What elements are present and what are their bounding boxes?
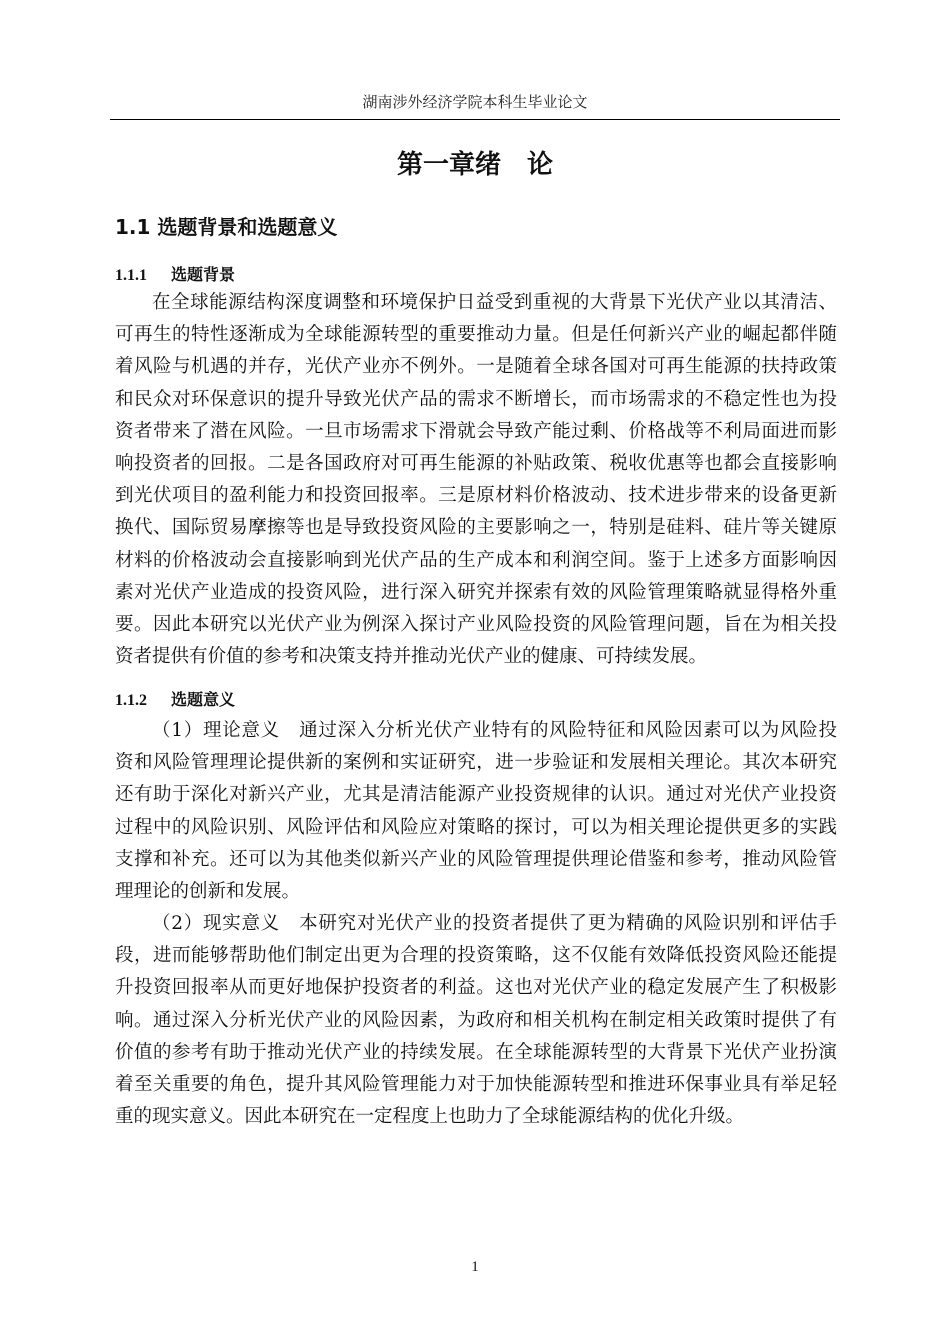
paragraph-line: 价值的参考有助于推动光伏产业的持续发展。在全球能源转型的大背景下光伏产业扮演 [115, 1041, 837, 1063]
subsection-heading-1-1-1 [115, 262, 235, 285]
paragraph-line: 资者提供有价值的参考和决策支持并推动光伏产业的健康、可持续发展。 [115, 646, 708, 668]
paragraph-line: 升投资回报率从而更好地保护投资者的利益。这也对光伏产业的稳定发展产生了积极影 [115, 977, 837, 999]
page-number: 1 [471, 1259, 479, 1275]
paragraph-line: （2）现实意义 本研究对光伏产业的投资者提供了更为精确的风险识别和评估手 [152, 913, 837, 934]
chapter-title-tail: 论 [527, 150, 554, 180]
paragraph-line: 重的现实意义。因此本研究在一定程度上也助力了全球能源结构的优化升级。 [115, 1106, 745, 1128]
header-rule [110, 119, 840, 120]
paragraph-line: 可再生的特性逐渐成为全球能源转型的重要推动力量。但是任何新兴产业的崛起都伴随 [115, 324, 837, 346]
paragraph-line: 段，进而能够帮助他们制定出更为合理的投资策略，这不仅能有效降低投资风险还能提 [115, 945, 837, 967]
paragraph-line: 在全球能源结构深度调整和环境保护日益受到重视的大背景下光伏产业以其清洁、 [152, 292, 837, 313]
subsection-title: 选题背景 [171, 265, 236, 284]
paragraph-line: 响投资者的回报。二是各国政府对可再生能源的补贴政策、税收优惠等也都会直接影响 [115, 452, 837, 474]
paragraph-line: 到光伏项目的盈利能力和投资回报率。三是原材料价格波动、技术进步带来的设备更新 [115, 485, 837, 507]
paragraph-background [115, 287, 837, 673]
paragraph-line: 理理论的创新和发展。 [115, 880, 301, 902]
paragraph-line: 素对光伏产业造成的投资风险，进行深入研究并探索有效的风险管理策略就显得格外重 [115, 581, 837, 603]
paragraph-line: 材料的价格波动会直接影响到光伏产品的生产成本和利润空间。鉴于上述多方面影响因 [115, 549, 837, 571]
section-heading: 1.1 选题背景和选题意义 [115, 215, 338, 239]
paragraph-practical-significance [115, 908, 837, 1133]
paragraph-line: 响。通过深入分析光伏产业的风险因素，为政府和相关机构在制定相关政策时提供了有 [115, 1009, 837, 1031]
paragraph-line: 着风险与机遇的并存，光伏产业亦不例外。一是随着全球各国对可再生能源的扶持政策 [115, 356, 837, 378]
paragraph-line: 支撑和补充。还可以为其他类似新兴产业的风险管理提供理论借鉴和参考，推动风险管 [115, 848, 837, 870]
subsection-number: 1.1.1 [115, 267, 147, 284]
paragraph-line: （1）理论意义 通过深入分析光伏产业特有的风险特征和风险因素可以为风险投 [152, 720, 837, 741]
subsection-number: 1.1.2 [115, 692, 147, 709]
paragraph-line: 着至关重要的角色，提升其风险管理能力对于加快能源转型和推进环保事业具有举足轻 [115, 1073, 837, 1095]
paragraph-line: 资者带来了潜在风险。一旦市场需求下滑就会导致产能过剩、价格战等不利局面进而影 [115, 420, 837, 442]
running-header: 湖南涉外经济学院本科生毕业论文 [362, 93, 588, 111]
paragraph-line: 要。因此本研究以光伏产业为例深入探讨产业风险投资的风险管理问题，旨在为相关投 [115, 613, 837, 635]
chapter-title-main: 第一章绪 [396, 150, 501, 180]
paragraph-line: 资和风险管理理论提供新的案例和实证研究，进一步验证和发展相关理论。其次本研究 [115, 752, 837, 774]
subsection-title: 选题意义 [171, 690, 236, 709]
paragraph-line: 还有助于深化对新兴产业，尤其是清洁能源产业投资规律的认识。通过对光伏产业投资 [115, 784, 837, 806]
paragraph-line: 过程中的风险识别、风险评估和风险应对策略的探讨，可以为相关理论提供更多的实践 [115, 816, 837, 838]
paragraph-theoretical-significance [115, 715, 837, 908]
paragraph-line: 换代、国际贸易摩擦等也是导致投资风险的主要影响之一，特别是硅料、硅片等关键原 [115, 517, 837, 539]
paragraph-line: 和民众对环保意识的提升导致光伏产品的需求不断增长，而市场需求的不稳定性也为投 [115, 388, 837, 410]
subsection-heading-1-1-2 [115, 687, 235, 710]
chapter-title [110, 144, 840, 181]
